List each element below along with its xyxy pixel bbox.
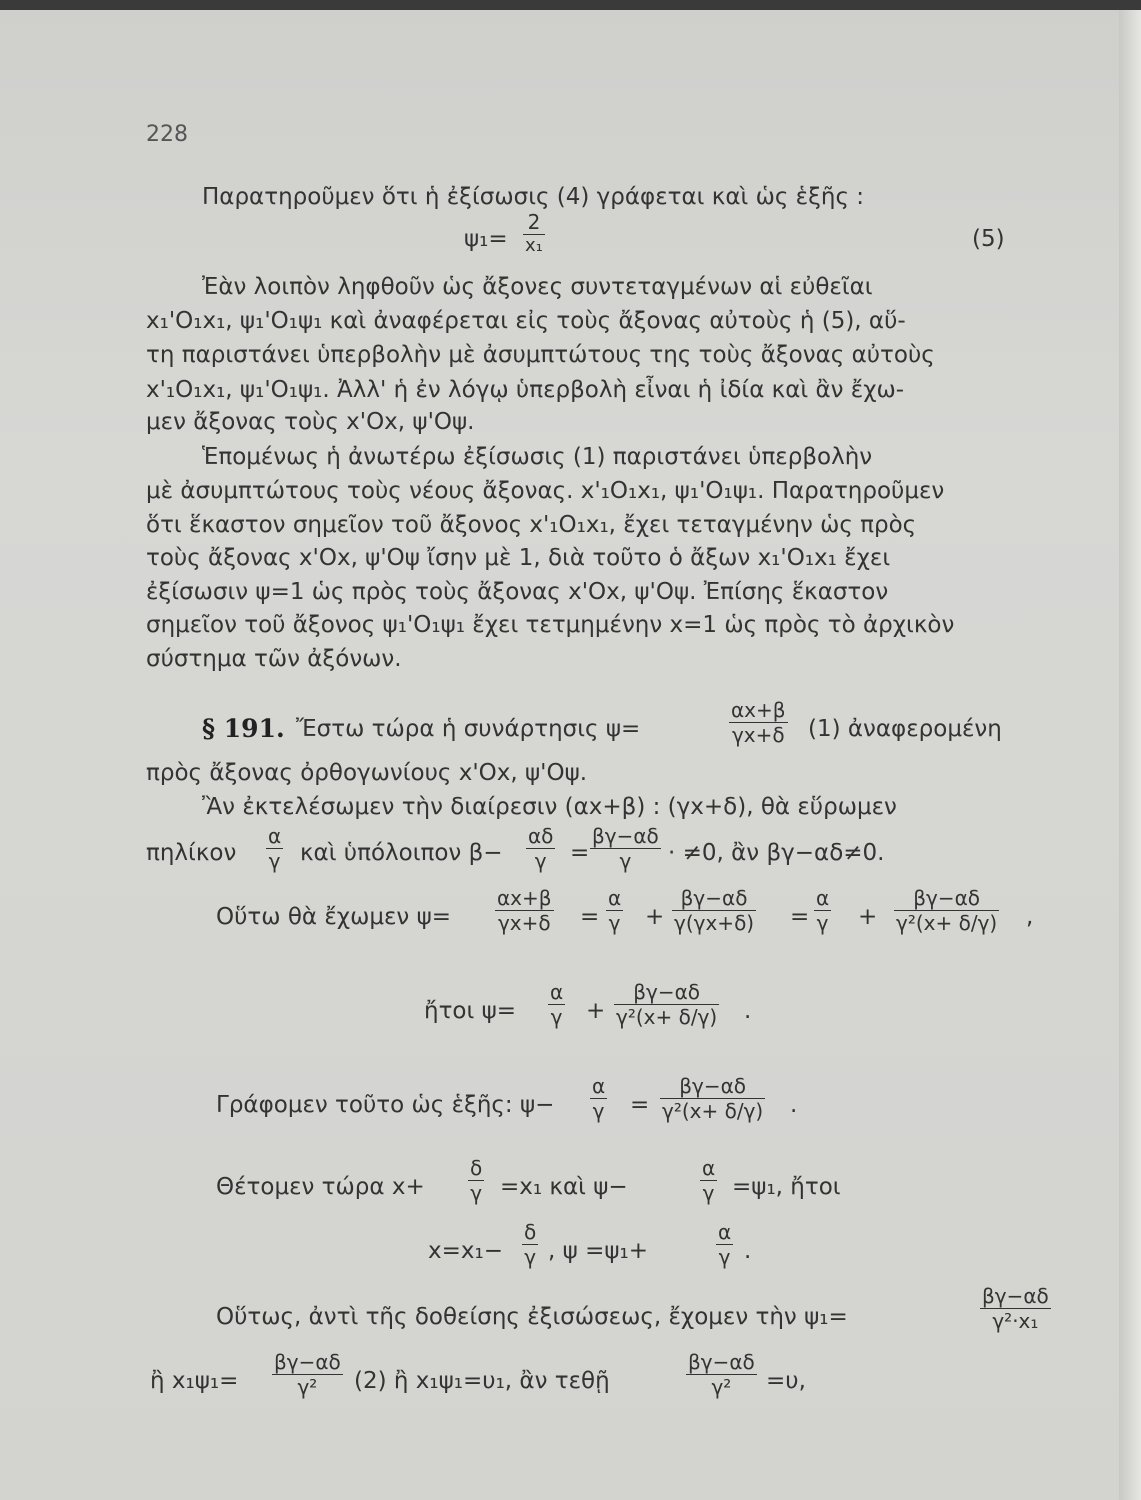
text-line: ἤτοι ψ= [424, 998, 517, 1024]
text-line: , ψ =ψ₁+ [548, 1238, 649, 1264]
fraction-numerator: α [592, 1074, 606, 1098]
fraction [894, 888, 999, 933]
fraction [606, 888, 623, 933]
fraction [526, 826, 555, 871]
page-edge [1119, 10, 1141, 1500]
text-line: μεν ἄξονας τοὺς x'Ox, ψ'Oψ. [146, 409, 475, 435]
fraction [468, 1158, 484, 1203]
fraction-denominator: γ [268, 849, 281, 873]
fraction-denominator: γx+δ [731, 723, 785, 747]
text-line: · ≠0, ἂν βγ−αδ≠0. [668, 840, 885, 866]
operator: = [580, 904, 600, 930]
fraction-denominator: γ [550, 1005, 563, 1029]
text-line: =υ, [766, 1368, 806, 1394]
fraction-numerator: α [702, 1156, 716, 1180]
text-line: Θέτομεν τώρα x+ [216, 1174, 425, 1200]
fraction-numerator: βγ−αδ [660, 1076, 765, 1099]
text-line: Οὕτω θὰ ἔχωμεν ψ= [216, 904, 452, 930]
fraction-denominator: γ [702, 1181, 715, 1205]
fraction-denominator: γ(γx+δ) [674, 911, 755, 935]
text-line: x'₁O₁x₁, ψ₁'O₁ψ₁. Ἀλλ' ἡ ἐν λόγῳ ὑπερβολὴ εἶναι ἡ ἰδία καὶ ἂν ἔχω- [146, 377, 905, 403]
fraction-denominator: γ [816, 911, 829, 935]
function-fraction [729, 700, 788, 745]
equation-tag: (5) [972, 226, 1005, 252]
fraction [548, 982, 565, 1027]
text-line: Ἑπομένως ἡ ἀνωτέρω ἐξίσωσις (1) παριστάνει ὑπερβολὴν [202, 444, 873, 470]
fraction-numerator: δ [524, 1220, 537, 1244]
fraction-numerator: βγ−αδ [614, 982, 719, 1005]
fraction-denominator: x₁ [525, 235, 543, 256]
text-line: Ἐὰν λοιπὸν ληφθοῦν ὡς ἄξονες συντεταγμένων αἱ εὐθεῖαι [202, 274, 873, 300]
operator: + [645, 904, 665, 930]
fraction-denominator: γ [524, 1245, 537, 1269]
text-line: Ἂν ἐκτελέσωμεν τὴν διαίρεσιν (αx+β) : (γx+δ), θὰ εὕρωμεν [202, 794, 897, 820]
text-line: Γράφομεν τοῦτο ὡς ἑξῆς: ψ− [216, 1092, 555, 1118]
fraction-denominator: γ²(x+ δ/γ) [662, 1099, 764, 1123]
operator: = [630, 1092, 650, 1118]
text-line: Παρατηροῦμεν ὅτι ἡ ἐξίσωσις (4) γράφεται καὶ ὡς ἑξῆς : [202, 184, 865, 210]
text-line: Ἔστω τώρα ἡ συνάρτησις ψ= [296, 716, 641, 742]
fraction-denominator: γ²(x+ δ/γ) [616, 1005, 718, 1029]
fraction-numerator: βγ−αδ [982, 1284, 1049, 1308]
fraction [266, 826, 283, 871]
fraction-denominator: γ [718, 1245, 731, 1269]
fraction-numerator: α [550, 980, 564, 1004]
punctuation: . [744, 998, 752, 1024]
fraction-denominator: γ [592, 1099, 605, 1123]
fraction [686, 1352, 757, 1397]
fraction-numerator: 2 [523, 212, 545, 235]
text-line: μὲ ἀσυμπτώτους τοὺς νέους ἄξονας. x'₁O₁x₁, ψ₁'O₁ψ₁. Παρατηροῦμεν [146, 478, 945, 504]
text-line: x₁'O₁x₁, ψ₁'O₁ψ₁ καὶ ἀναφέρεται εἰς τοὺς ἄξονας αὐτοὺς ἡ (5), αὕ- [146, 308, 906, 334]
fraction-numerator: δ [470, 1156, 483, 1180]
text-line: =x₁ καὶ ψ− [500, 1174, 628, 1200]
fraction-denominator: γ²·x₁ [992, 1309, 1039, 1333]
text-line: Οὕτως, ἀντὶ τῆς δοθείσης ἐξισώσεως, ἔχομεν τὴν ψ₁= [216, 1304, 848, 1330]
text-line: (2) ἢ x₁ψ₁=υ₁, ἂν τεθῇ [354, 1368, 610, 1394]
text-line: ὅτι ἕκαστον σημεῖον τοῦ ἄξονος x'₁O₁x₁, ἔχει τεταγμένην ὡς πρὸς [146, 512, 917, 538]
fraction-numerator: αx+β [731, 698, 786, 722]
fraction-numerator: α [718, 1220, 732, 1244]
fraction [272, 1352, 343, 1397]
operator: + [858, 904, 878, 930]
section-number: § 191. [202, 714, 285, 743]
text-line: ἢ x₁ψ₁= [150, 1368, 239, 1394]
fraction-numerator: βγ−αδ [274, 1350, 341, 1374]
fraction-numerator: βγ−αδ [592, 824, 659, 848]
fraction-denominator: γ² [297, 1375, 318, 1399]
fraction [660, 1076, 765, 1121]
equation-5-fraction [523, 212, 545, 255]
text-line: ἐξίσωσιν ψ=1 ὡς πρὸς τοὺς ἄξονας x'Ox, ψ'Oψ. Ἐπίσης ἕκαστον [146, 579, 889, 605]
fraction-numerator: α [268, 824, 282, 848]
fraction [672, 888, 756, 933]
text-line: σημεῖον τοῦ ἄξονος ψ₁'O₁ψ₁ ἔχει τετμημένην x=1 ὡς πρὸς τὸ ἀρχικὸν [146, 612, 955, 638]
page-number: 228 [146, 122, 188, 147]
operator: = [790, 904, 810, 930]
top-edge-shadow [0, 0, 1141, 10]
fraction-denominator: γ² [711, 1375, 732, 1399]
fraction-denominator: γ²(x+ δ/γ) [896, 911, 998, 935]
fraction [614, 982, 719, 1027]
fraction [495, 888, 554, 933]
operator: + [586, 998, 606, 1024]
fraction [522, 1222, 538, 1267]
punctuation: . [790, 1092, 798, 1118]
punctuation: , [1026, 904, 1034, 930]
fraction-numerator: α [816, 886, 830, 910]
punctuation: . [744, 1238, 752, 1264]
fraction-numerator: α [608, 886, 622, 910]
text-line: =ψ₁, ἤτοι [732, 1174, 841, 1200]
fraction [814, 888, 831, 933]
text-line: σύστημα τῶν ἀξόνων. [146, 646, 402, 672]
text-line: x=x₁− [428, 1238, 503, 1264]
fraction-numerator: βγ−αδ [894, 888, 999, 911]
text-line: = [570, 840, 590, 866]
text-line: τη παριστάνει ὑπερβολὴν μὲ ἀσυμπτώτους της τοὺς ἄξονας αὐτοὺς [146, 342, 935, 368]
fraction-numerator: βγ−αδ [688, 1350, 755, 1374]
fraction-denominator: γ [619, 849, 632, 873]
fraction-denominator: γx+δ [497, 911, 551, 935]
fraction [700, 1158, 717, 1203]
fraction-denominator: γ [534, 849, 547, 873]
text-line: πρὸς ἄξονας ὀρθογωνίους x'Ox, ψ'Oψ. [146, 760, 588, 786]
fraction-denominator: γ [608, 911, 621, 935]
fraction-numerator: βγ−αδ [672, 888, 756, 911]
text-line: καὶ ὑπόλοιπον β− [300, 840, 503, 866]
text-line: πηλίκον [146, 840, 237, 866]
text-line: τοὺς ἄξονας x'Ox, ψ'Oψ ἴσην μὲ 1, διὰ τοῦτο ὁ ἄξων x₁'O₁x₁ ἔχει [146, 545, 891, 571]
fraction-numerator: αx+β [497, 886, 552, 910]
equation-5-lhs: ψ₁= [464, 226, 508, 252]
fraction-numerator: αδ [528, 824, 554, 848]
fraction [590, 826, 661, 871]
fraction [590, 1076, 607, 1121]
fraction [980, 1286, 1051, 1331]
text-line: (1) ἀναφερομένη [808, 716, 1002, 742]
fraction [716, 1222, 733, 1267]
fraction-denominator: γ [470, 1181, 483, 1205]
